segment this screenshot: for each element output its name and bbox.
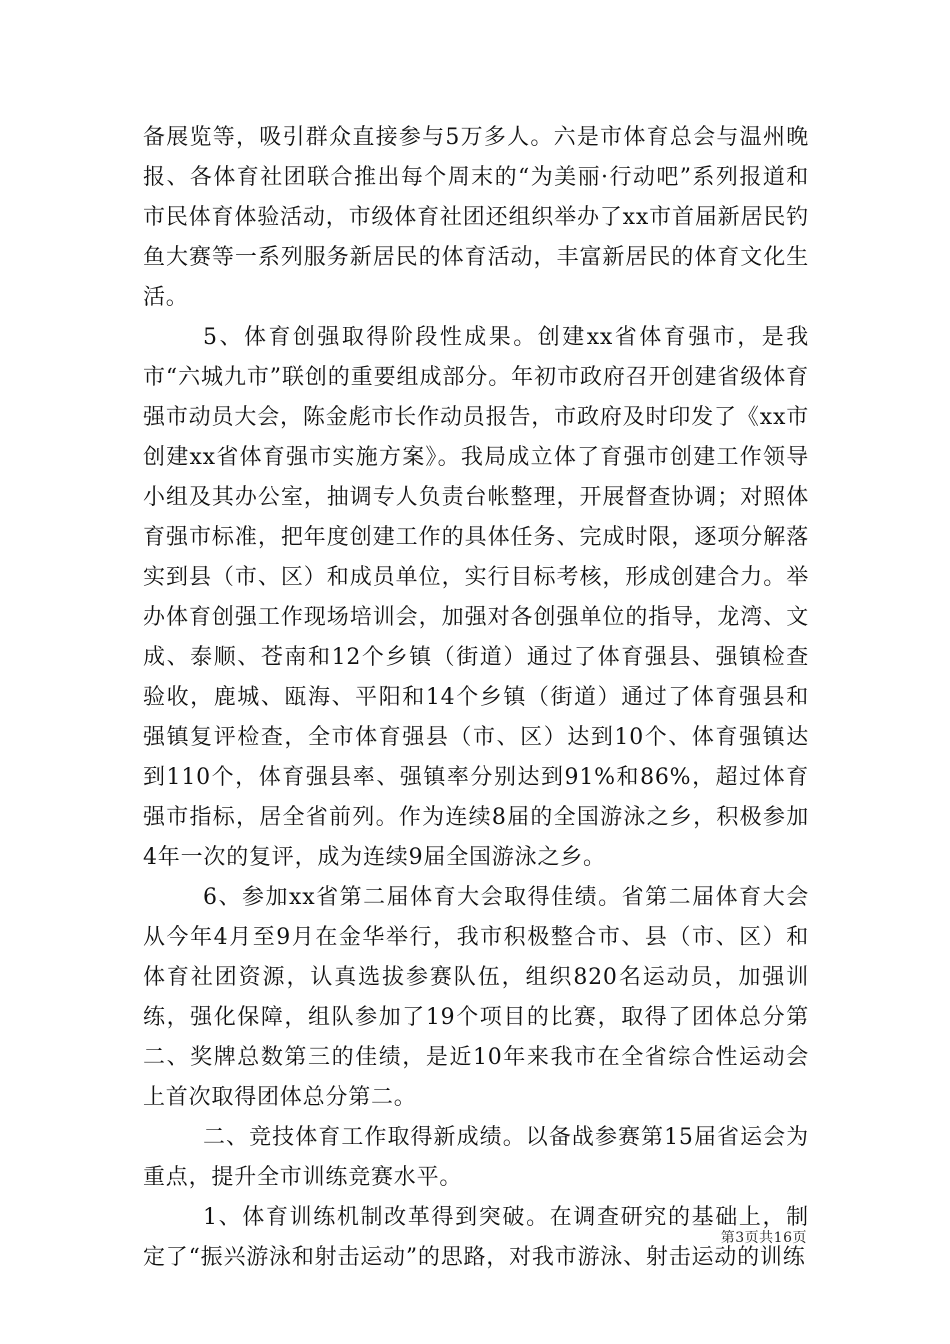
paragraph-continuation: 备展览等，吸引群众直接参与5万多人。六是市体育总会与温州晚报、各体育社团联合推出每个周末的“为美丽·行动吧”系列报道和市民体育体验活动，市级体育社团还组织举办了xx市首届新居民钓鱼大赛等一系列服务新居民的体育活动，丰富新居民的体育文化生活。	[143, 125, 809, 310]
page-number-footer: 第3页共16页	[720, 1230, 807, 1246]
paragraph-item-5: 5、体育创强取得阶段性成果。创建xx省体育强市，是我市“六城九市”联创的重要组成部分。年初市政府召开创建省级体育强市动员大会，陈金彪市长作动员报告，市政府及时印发了《xx市创建xx省体育强市实施方案》。我局成立体了育强市创建工作领导小组及其办公室，抽调专人负责台帐整理，开展督查协调；对照体育强市标准，把年度创建工作的具体任务、完成时限，逐项分解落实到县（市、区）和成员单位，实行目标考核，形成创建合力。举办体育创强工作现场培训会，加强对各创强单位的指导，龙湾、文成、泰顺、苍南和12个乡镇（街道）通过了体育强县、强镇检查验收，鹿城、瓯海、平阳和14个乡镇（街道）通过了体育强县和强镇复评检查，全市体育强县（市、区）达到10个、体育强镇达到110个，体育强县率、强镇率分别达到91%和86%，超过体育强市指标，居全省前列。作为连续8届的全国游泳之乡，积极参加4年一次的复评，成为连续9届全国游泳之乡。	[143, 325, 809, 870]
paragraph-item-6: 6、参加xx省第二届体育大会取得佳绩。省第二届体育大会从今年4月至9月在金华举行，我市积极整合市、县（市、区）和体育社团资源，认真选拔参赛队伍，组织820名运动员，加强训练，强化保障，组队参加了19个项目的比赛，取得了团体总分第二、奖牌总数第三的佳绩，是近10年来我市在全省综合性运动会上首次取得团体总分第二。	[143, 885, 809, 1110]
page-body	[143, 118, 809, 1278]
paragraph-section-2: 二、竞技体育工作取得新成绩。以备战参赛第15届省运会为重点，提升全市训练竞赛水平。	[143, 1125, 809, 1190]
paragraph-item-1: 1、体育训练机制改革得到突破。在调查研究的基础上，制定了“振兴游泳和射击运动”的思路，对我市游泳、射击运动的训练	[143, 1205, 809, 1270]
